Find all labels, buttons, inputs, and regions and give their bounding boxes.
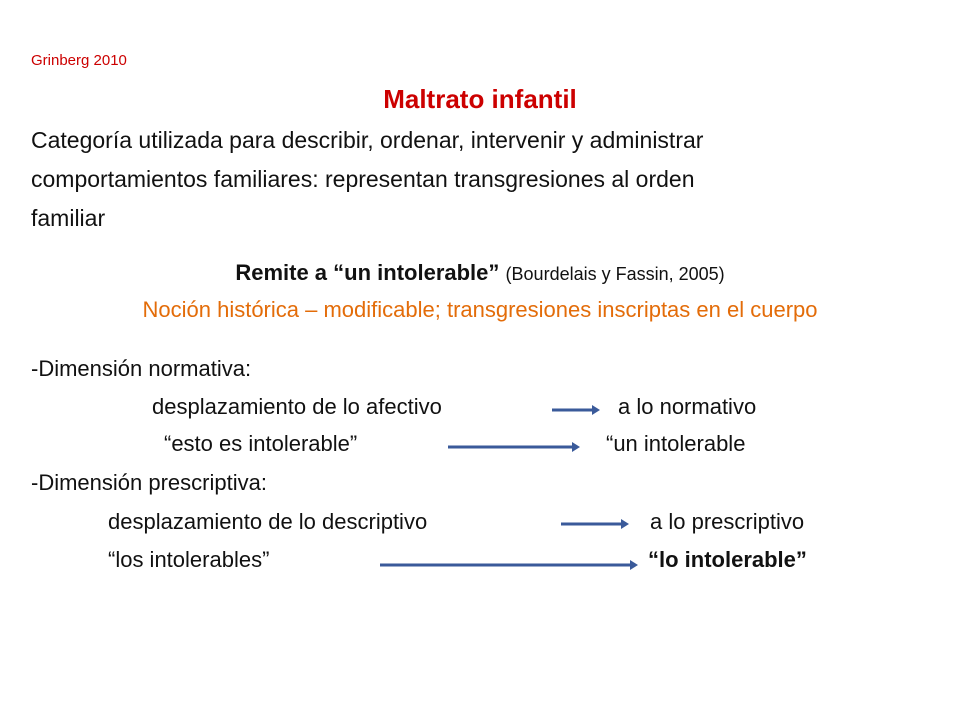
definition-line-2: comportamientos familiares: representan transgresiones al orden [31, 166, 695, 192]
prescriptiva-row2-left: “los intolerables” [108, 547, 270, 572]
remite-quote: “un intolerable” [333, 260, 500, 285]
dimension-normativa-heading: -Dimensión normativa: [31, 356, 252, 381]
remite-citation: (Bourdelais y Fassin, 2005) [505, 264, 725, 284]
arrow-right-icon [380, 557, 640, 573]
normativa-row1-right: a lo normativo [618, 394, 757, 419]
normativa-row1-left: desplazamiento de lo afectivo [152, 394, 442, 419]
normativa-row2-left: “esto es intolerable” [164, 431, 358, 456]
remite-line [0, 260, 960, 286]
dimension-prescriptiva-heading: -Dimensión prescriptiva: [31, 470, 267, 495]
definition-line-3: familiar [31, 205, 106, 231]
author-year: Grinberg 2010 [31, 52, 127, 69]
definition-line-1: Categoría utilizada para describir, ordenar, intervenir y administrar [31, 127, 704, 153]
prescriptiva-row1-left: desplazamiento de lo descriptivo [108, 509, 428, 534]
slide-title: Maltrato infantil [383, 84, 577, 114]
prescriptiva-row1-right: a lo prescriptivo [650, 509, 805, 534]
normativa-row2-right: “un intolerable [606, 431, 746, 456]
arrow-right-icon [448, 439, 582, 455]
prescriptiva-row2-right: “lo intolerable” [648, 547, 807, 572]
arrow-right-icon [552, 402, 602, 418]
nocion-historica: Noción histórica – modificable; transgresiones inscriptas en el cuerpo [142, 297, 818, 322]
remite-prefix: Remite a [235, 260, 328, 285]
arrow-right-icon [561, 516, 631, 532]
